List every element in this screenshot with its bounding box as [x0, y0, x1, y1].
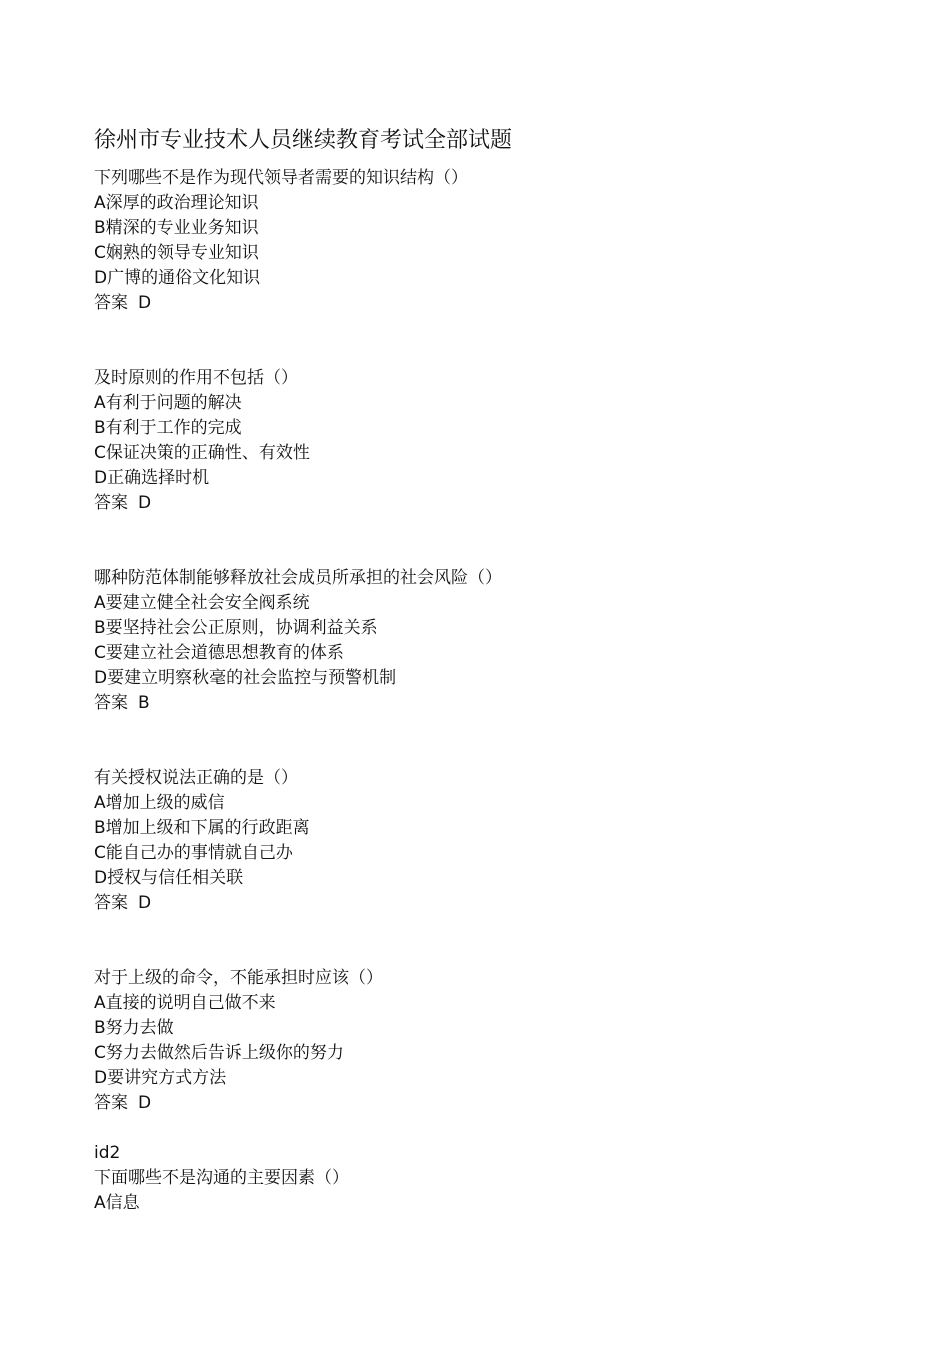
page-title: 徐州市专业技术人员继续教育考试全部试题: [94, 128, 513, 153]
question-3: [94, 566, 914, 716]
option-c: C要建立社会道德思想教育的体系: [94, 643, 344, 663]
answer-line: [94, 891, 914, 916]
question-4: [94, 766, 914, 916]
option-b: B努力去做: [94, 1018, 174, 1038]
answer-line: [94, 491, 914, 516]
option-d: D要讲究方式方法: [94, 1068, 227, 1088]
answer-label: 答案: [94, 1093, 128, 1113]
question-stem: 下列哪些不是作为现代领导者需要的知识结构（）: [94, 168, 468, 188]
question-1: [94, 166, 914, 316]
answer-value: B: [138, 693, 150, 713]
option-d: D要建立明察秋毫的社会监控与预警机制: [94, 668, 397, 688]
option-b: B有利于工作的完成: [94, 418, 242, 438]
question-stem: 对于上级的命令，不能承担时应该（）: [94, 968, 383, 988]
option-b: B精深的专业业务知识: [94, 218, 259, 238]
answer-value: D: [138, 493, 152, 513]
option-a: A直接的说明自己做不来: [94, 993, 276, 1013]
question-stem: 有关授权说法正确的是（）: [94, 768, 298, 788]
answer-line: [94, 1091, 914, 1116]
answer-label: 答案: [94, 693, 128, 713]
option-b: B增加上级和下属的行政距离: [94, 818, 310, 838]
option-d: D广博的通俗文化知识: [94, 268, 261, 288]
option-b: B要坚持社会公正原则，协调利益关系: [94, 618, 378, 638]
option-c: C能自己办的事情就自己办: [94, 843, 293, 863]
question-stem: 下面哪些不是沟通的主要因素（）: [94, 1168, 349, 1188]
answer-label: 答案: [94, 893, 128, 913]
option-d: D正确选择时机: [94, 468, 210, 488]
answer-line: [94, 291, 914, 316]
option-a: A增加上级的威信: [94, 793, 225, 813]
question-stem: 及时原则的作用不包括（）: [94, 368, 298, 388]
answer-label: 答案: [94, 293, 128, 313]
option-c: C努力去做然后告诉上级你的努力: [94, 1043, 344, 1063]
question-5: [94, 966, 914, 1116]
answer-value: D: [138, 893, 152, 913]
section-id: id2: [94, 1143, 121, 1163]
answer-label: 答案: [94, 493, 128, 513]
answer-value: D: [138, 293, 152, 313]
option-a: A有利于问题的解决: [94, 393, 242, 413]
option-a: A信息: [94, 1193, 140, 1213]
option-d: D授权与信任相关联: [94, 868, 244, 888]
answer-value: D: [138, 1093, 152, 1113]
option-a: A深厚的政治理论知识: [94, 193, 259, 213]
answer-line: [94, 691, 914, 716]
question-list: [94, 166, 914, 1266]
option-a: A要建立健全社会安全阀系统: [94, 593, 310, 613]
question-stem: 哪种防范体制能够释放社会成员所承担的社会风险（）: [94, 568, 502, 588]
option-c: C保证决策的正确性、有效性: [94, 443, 310, 463]
question-6: [94, 1141, 914, 1216]
question-2: [94, 366, 914, 516]
option-c: C娴熟的领导专业知识: [94, 243, 259, 263]
